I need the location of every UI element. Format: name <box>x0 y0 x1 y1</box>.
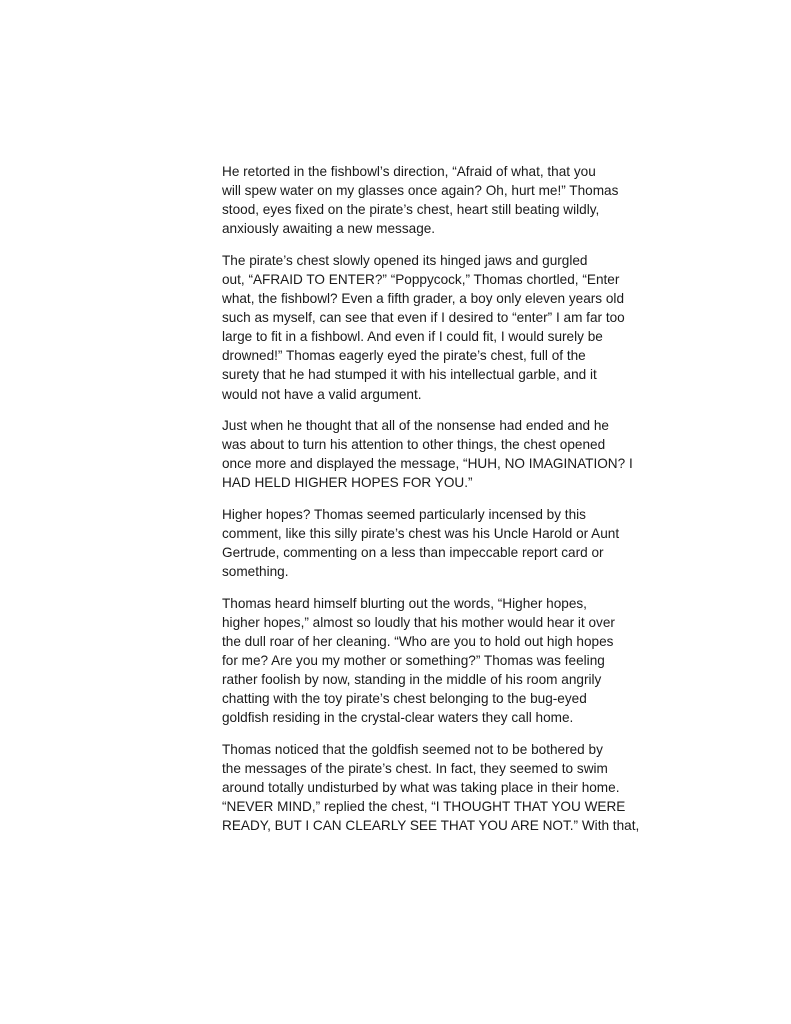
text-line: Higher hopes? Thomas seemed particularly incensed by this <box>222 507 586 522</box>
text-line: higher hopes,” almost so loudly that his mother would hear it over <box>222 614 615 630</box>
paragraph <box>198 505 636 581</box>
text-line: goldfish residing in the crystal-clear waters they call home. <box>222 710 574 726</box>
text-line: HAD HELD HIGHER HOPES FOR YOU.” <box>222 475 473 491</box>
text-line: the dull roar of her cleaning. “Who are you to hold out high hopes <box>222 634 614 650</box>
text-line: was about to turn his attention to other things, the chest opened <box>222 437 606 453</box>
text-line: The pirate’s chest slowly opened its hinged jaws and gurgled <box>222 252 588 268</box>
text-line: surety that he had stumped it with his intellectual garble, and it <box>222 367 597 383</box>
text-line: Gertrude, commenting on a less than impeccable report card or <box>222 545 604 561</box>
text-line: will spew water on my glasses once again? Oh, hurt me!” Thomas <box>222 183 619 199</box>
paragraph <box>198 251 636 404</box>
text-line: Thomas noticed that the goldfish seemed not to be bothered by <box>222 742 603 758</box>
text-line: once more and displayed the message, “HUH, NO IMAGINATION? I <box>222 456 633 472</box>
text-line: He retorted in the fishbowl’s direction, “Afraid of what, that you <box>222 164 596 179</box>
text-line: out, “AFRAID TO ENTER?” “Poppycock,” Thomas chortled, “Enter <box>222 271 620 287</box>
paragraph <box>198 162 636 238</box>
paragraph <box>198 416 636 492</box>
text-line: such as myself, can see that even if I desired to “enter” I am far too <box>222 310 625 326</box>
text-line: anxiously awaiting a new message. <box>222 221 436 237</box>
text-line: chatting with the toy pirate’s chest belonging to the bug-eyed <box>222 691 587 707</box>
text-line: something. <box>222 564 289 580</box>
text-line: Thomas heard himself blurting out the words, “Higher hopes, <box>222 595 587 611</box>
paragraph <box>198 594 636 728</box>
paragraph <box>198 740 640 835</box>
text-line: for me? Are you my mother or something?” Thomas was feeling <box>222 653 605 669</box>
text-line: “NEVER MIND,” replied the chest, “I THOUGHT THAT YOU WERE <box>222 799 626 815</box>
text-line: would not have a valid argument. <box>222 386 422 402</box>
text-line: large to fit in a fishbowl. And even if I could fit, I would surely be <box>222 329 603 345</box>
body-text <box>198 162 640 848</box>
text-line: what, the fishbowl? Even a fifth grader, a boy only eleven years old <box>222 291 625 307</box>
text-line: comment, like this silly pirate’s chest was his Uncle Harold or Aunt <box>222 526 620 542</box>
text-line: rather foolish by now, standing in the middle of his room angrily <box>222 672 602 688</box>
text-line: Just when he thought that all of the nonsense had ended and he <box>222 418 609 434</box>
text-line: stood, eyes fixed on the pirate’s chest, heart still beating wildly, <box>222 202 600 218</box>
text-line: READY, BUT I CAN CLEARLY SEE THAT YOU ARE NOT.” With that, <box>222 818 640 834</box>
text-line: drowned!” Thomas eagerly eyed the pirate’s chest, full of the <box>222 348 586 364</box>
text-line: around totally undisturbed by what was taking place in their home. <box>222 780 620 796</box>
text-line: the messages of the pirate’s chest. In fact, they seemed to swim <box>222 761 608 777</box>
